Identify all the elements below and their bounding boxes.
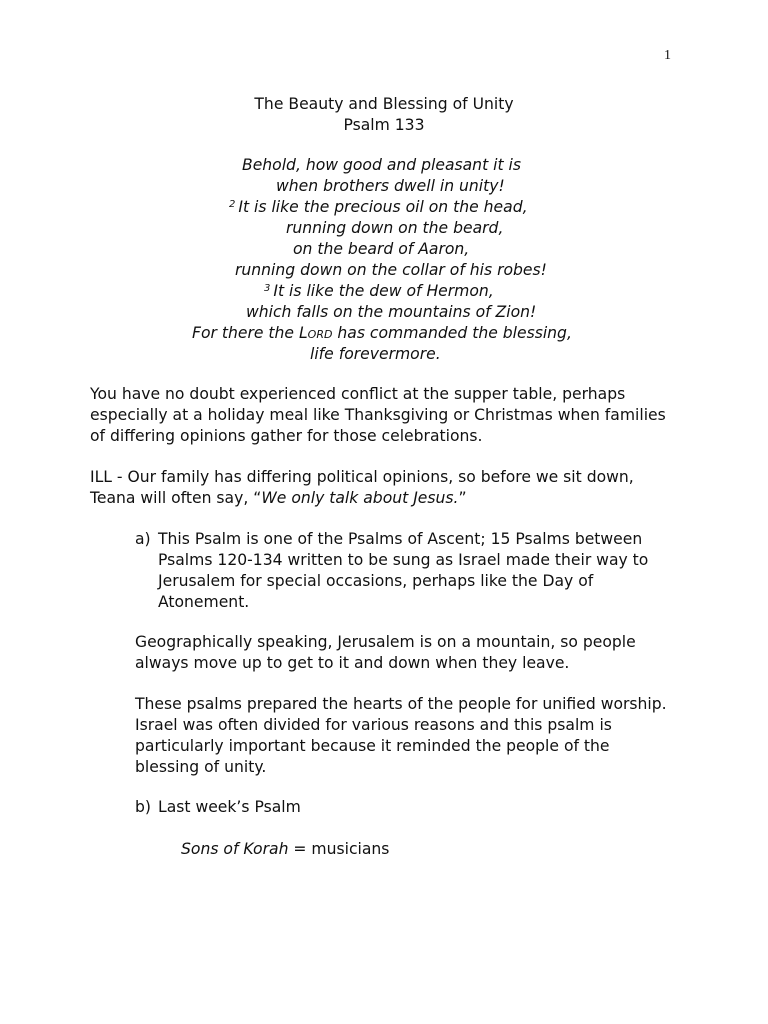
scripture-line: on the beard of Aaron, bbox=[293, 240, 470, 258]
scripture-line: Behold, how good and pleasant it is bbox=[242, 156, 521, 174]
scripture-line bbox=[264, 281, 494, 304]
paragraph-line: particularly important because it reminded the people of the bbox=[135, 737, 610, 755]
lord-small-caps: Lord bbox=[298, 324, 333, 342]
list-marker: a) bbox=[135, 530, 151, 548]
paragraph-line bbox=[90, 488, 634, 509]
scripture-line-text: has commanded the blessing, bbox=[332, 324, 572, 342]
paragraph-supper-table bbox=[90, 384, 666, 447]
quote-text: We only talk about Jesus. bbox=[261, 489, 459, 507]
quote-close: ” bbox=[458, 489, 467, 507]
paragraph-line: blessing of unity. bbox=[135, 758, 267, 776]
paragraph-line: Last week’s Psalm bbox=[158, 798, 301, 816]
document-subtitle: Psalm 133 bbox=[343, 116, 425, 134]
paragraph-line: Geographically speaking, Jerusalem is on a mountain, so people bbox=[135, 633, 636, 651]
list-item-text bbox=[158, 797, 301, 818]
paragraph-line: always move up to get to it and down when they leave. bbox=[135, 654, 570, 672]
paragraph-line: Jerusalem for special occasions, perhaps like the Day of bbox=[158, 572, 594, 590]
list-marker: b) bbox=[135, 798, 151, 816]
paragraph-line: These psalms prepared the hearts of the people for unified worship. bbox=[135, 695, 667, 713]
scripture-line bbox=[229, 197, 528, 220]
paragraph-line: You have no doubt experienced conflict at the supper table, perhaps bbox=[90, 385, 626, 403]
scripture-line-text: It is like the precious oil on the head, bbox=[238, 198, 528, 216]
paragraph-line bbox=[181, 839, 389, 860]
document-title: The Beauty and Blessing of Unity bbox=[254, 95, 514, 113]
paragraph-sons-of-korah bbox=[181, 839, 389, 860]
list-item-a bbox=[135, 529, 695, 613]
scripture-line bbox=[192, 323, 572, 344]
paragraph-line: Atonement. bbox=[158, 593, 250, 611]
page-number: 1 bbox=[664, 48, 671, 63]
paragraph-illustration bbox=[90, 467, 634, 509]
scripture-line: which falls on the mountains of Zion! bbox=[246, 303, 537, 321]
scripture-line: running down on the collar of his robes! bbox=[235, 261, 547, 279]
verse-number: 2 bbox=[229, 199, 236, 210]
paragraph-geography bbox=[135, 632, 636, 674]
scripture-line-text: For there the bbox=[192, 324, 299, 342]
scripture-line: when brothers dwell in unity! bbox=[276, 177, 505, 195]
paragraph-line: Israel was often divided for various reasons and this psalm is bbox=[135, 716, 612, 734]
paragraph-line: of differing opinions gather for those celebrations. bbox=[90, 427, 483, 445]
musicians-text: = musicians bbox=[288, 840, 390, 858]
quote-intro: Teana will often say, “ bbox=[90, 489, 262, 507]
sons-of-korah-text: Sons of Korah bbox=[181, 840, 289, 858]
list-item-b bbox=[135, 797, 435, 818]
paragraph-line: ILL - Our family has differing political opinions, so before we sit down, bbox=[90, 468, 634, 486]
paragraph-unified-worship bbox=[135, 694, 667, 778]
paragraph-line: This Psalm is one of the Psalms of Ascent; 15 Psalms between bbox=[158, 530, 643, 548]
scripture-line: life forevermore. bbox=[310, 345, 441, 363]
list-item-text bbox=[158, 529, 648, 613]
verse-number: 3 bbox=[264, 283, 271, 294]
paragraph-line: especially at a holiday meal like Thanksgiving or Christmas when families bbox=[90, 406, 666, 424]
paragraph-line: Psalms 120-134 written to be sung as Israel made their way to bbox=[158, 551, 649, 569]
scripture-line-text: It is like the dew of Hermon, bbox=[273, 282, 494, 300]
scripture-line: running down on the beard, bbox=[286, 219, 504, 237]
